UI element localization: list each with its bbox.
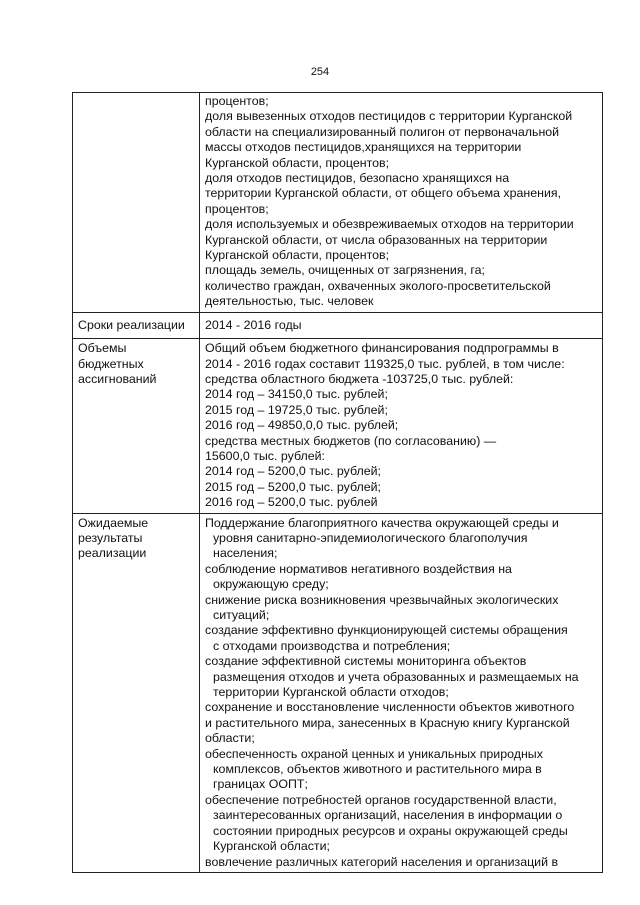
content-line: уровня санитарно-эпидемиологического благополучия: [213, 530, 528, 545]
row-content-cell: [200, 312, 603, 338]
content-line: Курганской области;: [213, 839, 330, 854]
table-row: [73, 312, 603, 338]
content-line: вовлечение различных категорий населения и организаций в: [205, 854, 559, 869]
content-line: массы отходов пестицидов,хранящихся на территории: [205, 140, 522, 155]
content-line: Курганской области, процентов;: [205, 248, 390, 263]
row-label-cell: [73, 93, 200, 313]
content-line: обеспечение потребностей органов государственной власти,: [205, 792, 557, 807]
content-line: 2014 год – 5200,0 тыс. рублей;: [205, 464, 381, 479]
row-content-cell: [200, 93, 603, 313]
content-line: ситуаций;: [213, 608, 270, 622]
content-line: соблюдение нормативов негативного воздействия на: [205, 561, 512, 576]
content-line: территории Курганской области, от общего объема хранения,: [205, 186, 562, 201]
content-line: снижение риска возникновения чрезвычайных экологических: [205, 592, 559, 607]
table-row: [73, 339, 603, 513]
content-line: 2016 год – 49850,0,0 тыс. рублей;: [205, 418, 399, 433]
content-line: Поддержание благоприятного качества окружающей среды и: [205, 515, 559, 530]
content-line: 2014 - 2016 годах составит 119325,0 тыс. рублей, в том числе:: [205, 356, 565, 371]
row-content-cell: [200, 339, 603, 513]
content-line: 2015 год – 19725,0 тыс. рублей;: [205, 402, 388, 417]
content-line: границах ООПТ;: [213, 777, 308, 792]
program-passport-table: [72, 92, 603, 873]
content-line: 2014 год – 34150,0 тыс. рублей;: [205, 387, 388, 402]
content-line: окружающую среду;: [213, 577, 329, 592]
content-line: области;: [205, 731, 255, 746]
content-line: площадь земель, очищенных от загрязнения, га;: [205, 263, 485, 278]
content-line: создание эффективно функционирующей системы обращения: [205, 623, 568, 638]
content-line: 2016 год – 5200,0 тыс. рублей: [205, 495, 378, 510]
content-line: и растительного мира, занесенных в Красную книгу Курганской: [205, 715, 570, 730]
content-line: комплексов, объектов животного и растительного мира в: [213, 762, 542, 777]
row-label-cell: Ожидаемые результаты реализации: [73, 513, 200, 872]
content-line: доля вывезенных отходов пестицидов с территории Курганской: [205, 109, 573, 124]
content-line: с отходами производства и потребления;: [213, 638, 451, 653]
row-content-cell: [200, 513, 603, 872]
content-line: 2014 - 2016 годы: [205, 317, 302, 332]
content-line: процентов;: [205, 201, 269, 216]
content-line: Курганской области, от числа образованных на территории: [205, 232, 548, 247]
content-line: средства местных бюджетов (по согласованию) —: [205, 433, 497, 448]
content-line: размещения отходов и учета образованных и размещаемых на: [213, 669, 579, 684]
content-line: создание эффективной системы мониторинга объектов: [205, 654, 527, 669]
content-line: 2015 год – 5200,0 тыс. рублей;: [205, 479, 381, 494]
content-line: состоянии природных ресурсов и охраны окружающей среды: [213, 823, 568, 838]
content-line: Общий объем бюджетного финансирования подпрограммы в: [205, 341, 559, 356]
content-line: средства областного бюджета -103725,0 тыс. рублей:: [205, 371, 514, 386]
content-line: обеспеченность охраной ценных и уникальных природных: [205, 746, 543, 761]
content-line: территории Курганской области отходов;: [213, 685, 449, 700]
content-line: области на специализированный полигон от первоначальной: [205, 124, 560, 139]
table-row: [73, 93, 603, 313]
row-label-cell: Сроки реализации: [73, 312, 200, 338]
row-label-cell: Объемы бюджетных ассигнований: [73, 339, 200, 513]
content-line: деятельностью, тыс. человек: [205, 294, 374, 309]
content-line: количество граждан, охваченных эколого-просветительской: [205, 278, 551, 293]
content-line: сохранение и восстановление численности объектов животного: [205, 700, 575, 715]
content-line: процентов;: [205, 94, 269, 108]
content-line: населения;: [213, 546, 278, 561]
table-row: [73, 513, 603, 872]
content-line: доля используемых и обезвреживаемых отходов на территории: [205, 217, 574, 232]
content-line: доля отходов пестицидов, безопасно хранящихся на: [205, 171, 510, 186]
content-line: 15600,0 тыс. рублей:: [205, 448, 326, 463]
page-number: 254: [310, 66, 330, 78]
content-line: Курганской области, процентов;: [205, 155, 390, 170]
content-line: заинтересованных организаций, населения в информации о: [213, 808, 563, 823]
